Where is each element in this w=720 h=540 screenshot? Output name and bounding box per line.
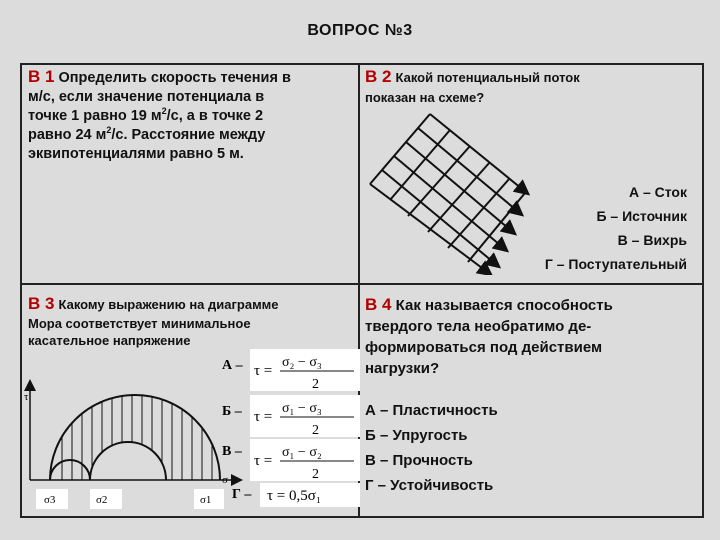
- question-4-answers: [365, 398, 665, 498]
- formula-b-numerator: σ₁ − σ₃: [282, 401, 322, 416]
- question-3-label: В 3: [28, 294, 55, 313]
- question-3: [28, 294, 358, 349]
- question-4-line-1: Как называется способность: [395, 297, 613, 314]
- question-2-answer-c[interactable]: В – Вихрь: [617, 232, 687, 248]
- question-4: [365, 294, 700, 379]
- mohr-circle-medium: [90, 442, 166, 480]
- mohr-diagram-and-formulas: [22, 345, 362, 515]
- question-2-answers: [505, 180, 687, 276]
- question-1-line-4: равно 24 $м^2/с$. Расстояние между: [28, 125, 266, 143]
- option-d-label: Г –: [232, 487, 252, 502]
- question-4-answer-c[interactable]: В – Прочность: [365, 452, 473, 469]
- question-2-line-1: Какой потенциальный поток: [395, 70, 580, 85]
- question-1: [28, 67, 358, 164]
- option-c-label: В –: [222, 444, 242, 459]
- formula-d: τ = 0,5σ₁: [267, 488, 322, 504]
- formula-c-numerator: σ₁ − σ₂: [282, 445, 322, 460]
- question-2-answer-b[interactable]: Б – Источник: [596, 208, 687, 224]
- question-4-answer-a[interactable]: А – Пластичность: [365, 402, 498, 419]
- grid-divider-horizontal: [20, 283, 704, 285]
- question-1-line-5: эквипотенциалями равно 5 м.: [28, 146, 244, 162]
- mohr-circle-small: [50, 460, 90, 480]
- question-4-answer-b[interactable]: Б – Упругость: [365, 427, 468, 444]
- formula-c-lhs: τ =: [254, 453, 273, 469]
- option-a-label: А –: [222, 358, 243, 373]
- question-3-line-2: Мора соответствует минимальное: [28, 316, 251, 331]
- flow-grid-diagram: [355, 105, 530, 275]
- formula-b-denominator: 2: [312, 423, 319, 438]
- question-2-answer-d[interactable]: Г – Поступательный: [544, 256, 687, 272]
- question-4-label: В 4: [365, 295, 392, 314]
- formula-a-numerator: σ₂ − σ₃: [282, 355, 322, 370]
- formula-b-lhs: τ =: [254, 409, 273, 425]
- question-2-line-2: показан на схеме?: [365, 90, 485, 105]
- sigma-2-label: σ2: [96, 494, 108, 506]
- question-4-answer-d[interactable]: Г – Устойчивость: [365, 477, 494, 494]
- question-4-line-4: нагрузки?: [365, 360, 440, 377]
- formula-a-lhs: τ =: [254, 363, 273, 379]
- question-3-line-1: Какому выражению на диаграмме: [58, 297, 279, 312]
- tau-axis-label: τ: [24, 391, 29, 403]
- question-4-line-3: формироваться под действием: [365, 339, 603, 356]
- question-2-label: В 2: [365, 67, 392, 86]
- question-1-line-1: Определить скорость течения в: [58, 70, 291, 86]
- question-3-line-3: касательное напряжение: [28, 333, 191, 348]
- question-1-line-3: точке 1 равно 19 $м^2/с$, а в точке 2: [28, 106, 264, 124]
- mohr-circle-large: [50, 395, 220, 480]
- page-title: ВОПРОС №3: [307, 22, 413, 39]
- question-4-line-2: твердого тела необратимо де-: [365, 318, 592, 335]
- sigma-3-label: σ3: [44, 494, 56, 506]
- sigma-axis-label: σ: [222, 474, 228, 486]
- question-1-label: В 1: [28, 67, 55, 86]
- question-2-answer-a[interactable]: А – Сток: [628, 184, 687, 200]
- formula-a-denominator: 2: [312, 377, 319, 392]
- option-b-label: Б –: [222, 404, 242, 419]
- formula-c-denominator: 2: [312, 467, 319, 482]
- question-2: [365, 67, 700, 107]
- question-1-line-2: м/с, если значение потенциала в: [28, 89, 265, 105]
- sigma-1-label: σ1: [200, 494, 212, 506]
